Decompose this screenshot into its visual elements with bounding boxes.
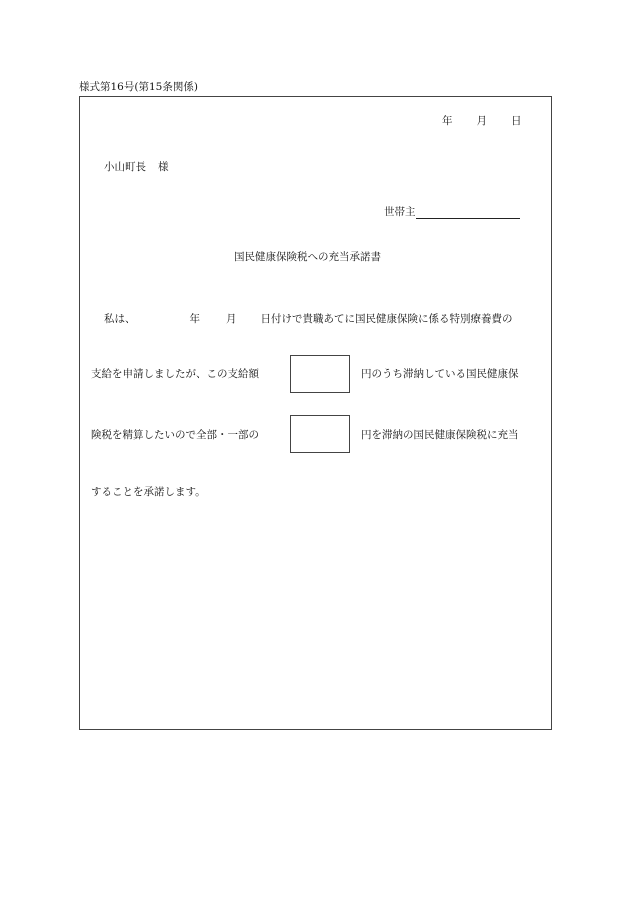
body-line-3-end: 円を滞納の国民健康保険税に充当 bbox=[361, 429, 519, 441]
payment-amount-box[interactable] bbox=[290, 355, 350, 393]
document-title: 国民健康保険税への充当承諾書 bbox=[234, 251, 381, 263]
allocation-amount-box[interactable] bbox=[290, 415, 350, 453]
date-year-label: 年 bbox=[442, 115, 453, 127]
body-line-3-start: 険税を精算したいので全部・一部の bbox=[91, 429, 259, 441]
body-p1-year: 年 bbox=[189, 313, 200, 325]
date-day-label: 日 bbox=[511, 115, 522, 127]
body-line-2-start: 支給を申請しましたが、この支給額 bbox=[91, 368, 259, 380]
householder-signature-line[interactable] bbox=[416, 207, 520, 219]
body-p1-rest: 日付けで貴職あてに国民健康保険に係る特別療養費の bbox=[260, 313, 513, 325]
addressee-name: 小山町長 bbox=[104, 161, 146, 173]
addressee-honorific: 様 bbox=[158, 161, 169, 173]
addressee bbox=[104, 160, 169, 174]
body-p1-start: 私は、 bbox=[104, 313, 136, 325]
householder-label: 世帯主 bbox=[384, 206, 416, 218]
householder-field bbox=[384, 205, 520, 219]
form-number-label: 様式第16号(第15条関係) bbox=[79, 81, 198, 93]
body-p1-month: 月 bbox=[226, 313, 237, 325]
date-line bbox=[442, 114, 522, 128]
form-frame bbox=[79, 96, 552, 730]
body-line-4: することを承諾します。 bbox=[91, 486, 206, 498]
body-line-2-end: 円のうち滞納している国民健康保 bbox=[361, 368, 519, 380]
date-month-label: 月 bbox=[476, 115, 487, 127]
body-line-1 bbox=[104, 312, 513, 326]
